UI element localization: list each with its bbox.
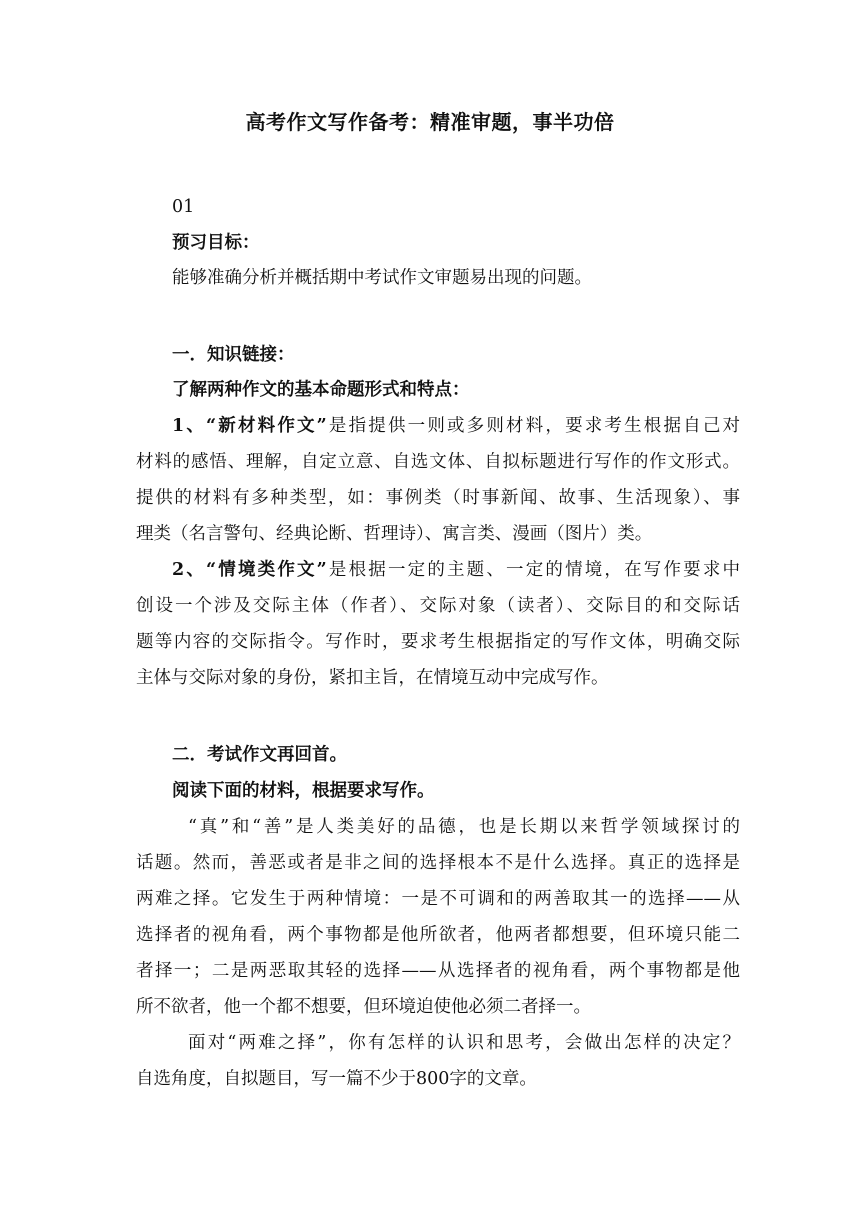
item2-line: 创设一个涉及交际主体（作者）、交际对象（读者）、交际目的和交际话 xyxy=(136,596,740,616)
preview-heading: 预习目标： xyxy=(172,233,260,253)
item1-line: 材料的感悟、理解，自定立意、自选文体、自拟标题进行写作的作文形式。 xyxy=(136,452,740,472)
part1-subheading: 了解两种作文的基本命题形式和特点： xyxy=(172,380,470,400)
item2-prefix: 2、 xyxy=(172,560,207,580)
item2-term: “情境类作文” xyxy=(206,560,327,580)
material-line: 话题。然而，善恶或者是非之间的选择根本不是什么选择。真正的选择是 xyxy=(136,853,740,873)
item1-line: 是指提供一则或多则材料，要求考生根据自己对 xyxy=(326,416,740,436)
part2-heading: 二．考试作文再回首。 xyxy=(172,745,347,765)
item2-line: 是根据一定的主题、一定的情境，在写作要求中 xyxy=(326,560,740,580)
item1-term: “新材料作文” xyxy=(206,416,327,436)
item1-line: 提供的材料有多种类型，如：事例类（时事新闻、故事、生活现象）、事 xyxy=(136,488,740,508)
material-line: 所不欲者，他一个都不想要，但环境迫使他必须二者择一。 xyxy=(136,997,591,1017)
material-line: 两难之择。它发生于两种情境：一是不可调和的两善取其一的选择——从 xyxy=(136,889,740,909)
material-line: 选择者的视角看，两个事物都是他所欲者，他两者都想要，但环境只能二 xyxy=(136,925,740,945)
part1-heading: 一．知识链接： xyxy=(172,345,295,365)
item2-first-line xyxy=(172,558,740,582)
part2-subheading: 阅读下面的材料，根据要求写作。 xyxy=(172,781,435,801)
item2-line: 题等内容的交际指令。写作时，要求考生根据指定的写作文体，明确交际 xyxy=(136,632,740,652)
document-title: 高考作文写作备考：精准审题，事半功倍 xyxy=(245,110,615,134)
item1-first-line xyxy=(172,414,740,438)
prompt-line: 自选角度，自拟题目，写一篇不少于800字的文章。 xyxy=(136,1069,537,1089)
material-line: “真”和“善”是人类美好的品德，也是长期以来哲学领域探讨的 xyxy=(188,817,740,837)
item1-prefix: 1、 xyxy=(172,416,207,436)
preview-text: 能够准确分析并概括期中考试作文审题易出现的问题。 xyxy=(172,268,592,288)
item2-line: 主体与交际对象的身份，紧扣主旨，在情境互动中完成写作。 xyxy=(136,668,609,688)
material-line: 者择一；二是两恶取其轻的选择——从选择者的视角看，两个事物都是他 xyxy=(136,961,740,981)
section-number: 01 xyxy=(172,197,195,217)
item1-line: 理类（名言警句、经典论断、哲理诗）、寓言类、漫画（图片）类。 xyxy=(136,524,653,544)
prompt-line: 面对“两难之择”，你有怎样的认识和思考，会做出怎样的决定？ xyxy=(188,1033,740,1053)
